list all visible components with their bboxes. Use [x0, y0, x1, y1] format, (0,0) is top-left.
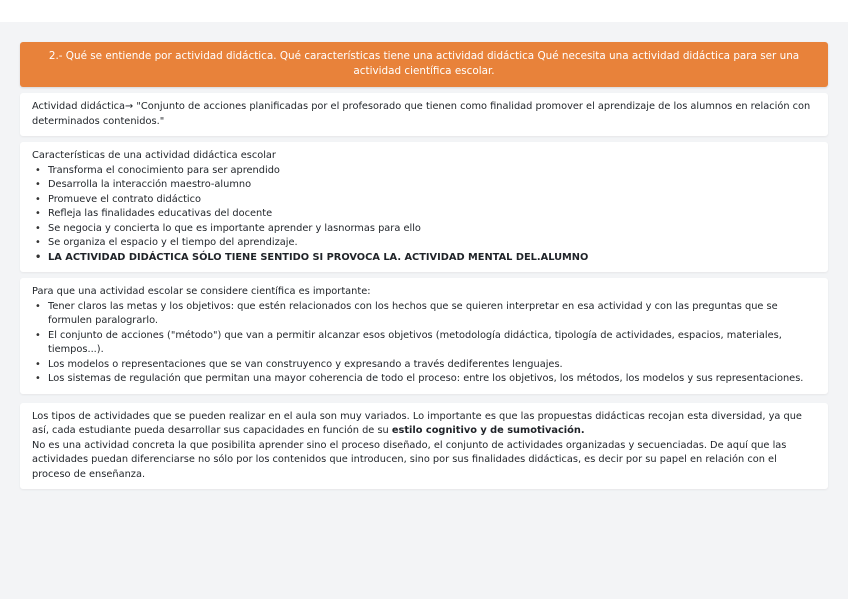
types-paragraph-1 — [32, 410, 816, 439]
list-item: • Transforma el conocimiento para ser aprendido — [48, 164, 816, 179]
scientific-card — [20, 278, 828, 394]
types-card — [20, 403, 828, 490]
scientific-intro: Para que una actividad escolar se considere científica es importante: — [32, 286, 371, 297]
list-item: • El conjunto de acciones ("método") que van a permitir alcanzar esos objetivos (metodología didáctica, tipología de actividades, espacios, materiales, tiempos...). — [48, 329, 816, 358]
list-item: • Los modelos o representaciones que se van construyenco y expresando a través dediferentes lenguajes. — [48, 358, 816, 373]
definition-card — [20, 93, 828, 136]
types-p1-bold: estilo cognitivo y de sumotivación. — [391, 425, 585, 436]
emphasis-item: • LA ACTIVIDAD DIDÁCTICA SÓLO TIENE SENTIDO SI PROVOCA LA. ACTIVIDAD MENTAL DEL.ALUMNO — [48, 251, 816, 266]
top-bar — [0, 0, 848, 22]
list-item: • Tener claros las metas y los objetivos: que estén relacionados con los hechos que se quieren interpretar en esa actividad y con las preguntas que se formulen paralograrlo. — [48, 300, 816, 329]
list-item: • Se organiza el espacio y el tiempo del aprendizaje. — [48, 236, 816, 251]
list-item: • Promueve el contrato didáctico — [48, 193, 816, 208]
scientific-list — [32, 300, 816, 387]
types-paragraph-2: No es una actividad concreta la que posibilita aprender sino el proceso diseñado, el conjunto de actividades organizadas y secuenciadas. De aquí que las actividades puedan diferenciarse no sólo por los contenidos que introducen, sino por sus finalidades didácticas, es decir por su papel en relación con el proceso de enseñanza. — [32, 439, 787, 480]
definition-text: Actividad didáctica→ "Conjunto de acciones planificadas por el profesorado que tienen como finalidad promover el aprendizaje de los alumnos en relación con determinados contenidos." — [32, 101, 811, 127]
list-item: • Refleja las finalidades educativas del docente — [48, 207, 816, 222]
question-header — [20, 42, 828, 87]
question-title: 2.- Qué se entiende por actividad didáctica. Qué características tiene una actividad didáctica Qué necesita una actividad didáctica para ser una actividad científica escolar. — [48, 50, 800, 77]
characteristics-card — [20, 142, 828, 272]
content-column — [20, 42, 828, 489]
types-p1-text: Los tipos de actividades que se pueden realizar en el aula son muy variados. Lo importante es que las propuestas didácticas recojan esta diversidad, ya que así, cada estudiante pueda desarrollar sus capacidades en función de su — [32, 410, 802, 436]
list-item: • Se negocia y concierta lo que es importante aprender y lasnormas para ello — [48, 222, 816, 237]
list-item: • Los sistemas de regulación que permitan una mayor coherencia de todo el proceso: entre los objetivos, los métodos, los modelos y sus representaciones. — [48, 372, 816, 387]
list-item: • Desarrolla la interacción maestro-alumno — [48, 178, 816, 193]
characteristics-list — [32, 164, 816, 266]
characteristics-title: Características de una actividad didáctica escolar — [32, 150, 276, 161]
